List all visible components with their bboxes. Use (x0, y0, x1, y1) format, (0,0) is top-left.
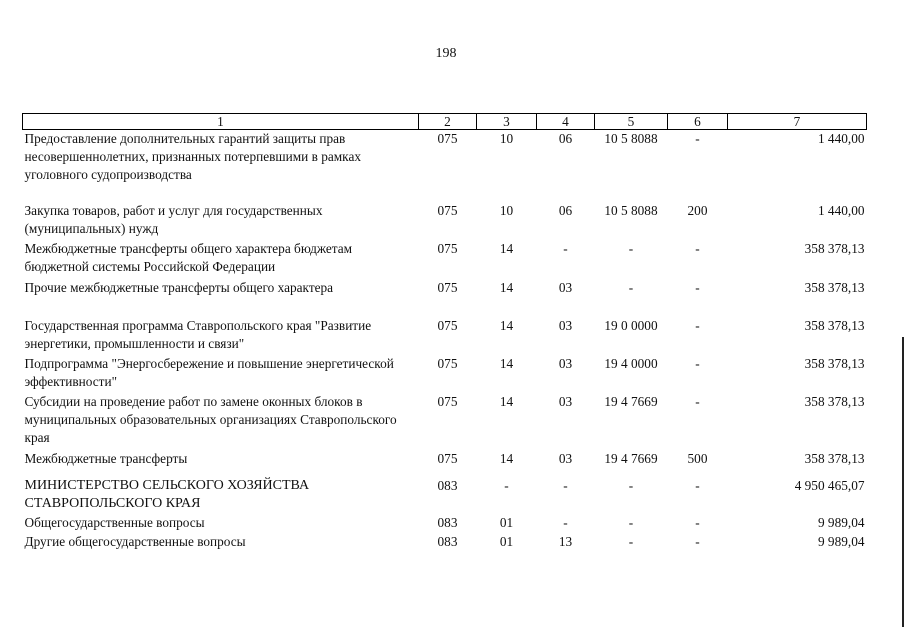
row-code-6: - (695, 355, 700, 371)
row-code-6: - (695, 279, 700, 295)
row-amount: 9 989,04 (817, 533, 865, 549)
table-row (23, 317, 867, 355)
row-code-5: - (628, 279, 634, 295)
table-row (23, 450, 867, 477)
row-code-2: 075 (437, 355, 458, 371)
row-code-6: - (695, 317, 700, 333)
row-code-4: 03 (558, 279, 573, 295)
table-row (23, 533, 867, 552)
row-amount: 358 378,13 (804, 355, 865, 371)
row-code-2: 075 (437, 450, 458, 466)
row-amount: 358 378,13 (804, 317, 865, 333)
row-code-3: 14 (499, 240, 514, 256)
header-cell: 5 (595, 114, 668, 130)
header-cell: 7 (728, 114, 867, 130)
row-amount: 1 440,00 (817, 131, 865, 146)
row-amount: 358 378,13 (804, 240, 865, 256)
row-code-2: 075 (437, 240, 458, 256)
row-code-3: 01 (499, 514, 514, 530)
row-code-2: 075 (437, 202, 458, 218)
table-row (23, 130, 867, 202)
row-code-3: 10 (499, 202, 514, 218)
row-code-6: - (695, 533, 700, 549)
scan-margin-line (902, 337, 904, 627)
row-name: Субсидии на проведение работ по замене оконных блоков в муниципальных образовательных организациях Ставропольского края (24, 393, 397, 445)
page-number: 198 (435, 46, 457, 61)
row-code-3: 01 (499, 533, 514, 549)
row-name: Государственная программа Ставропольского края "Развитие энергетики, промышленности и связи" (24, 317, 372, 351)
header-cell: 1 (23, 114, 419, 130)
row-code-6: - (695, 477, 700, 493)
row-code-6: - (695, 514, 700, 530)
row-code-2: 083 (437, 533, 458, 549)
row-amount: 358 378,13 (804, 450, 865, 466)
row-name: Другие общегосударственные вопросы (24, 533, 246, 549)
row-code-5: - (628, 533, 634, 549)
table-row (23, 240, 867, 279)
header-cell: 4 (537, 114, 595, 130)
row-code-5: 19 0 0000 (604, 317, 658, 333)
row-code-5: 19 4 0000 (604, 355, 658, 371)
row-code-2: 083 (437, 514, 458, 530)
row-amount: 4 950 465,07 (794, 477, 865, 493)
row-code-3: 14 (499, 279, 514, 295)
row-code-3: 14 (499, 393, 514, 409)
row-code-6: 500 (687, 450, 708, 466)
row-code-3: 14 (499, 317, 514, 333)
row-code-4: 03 (558, 355, 573, 371)
budget-table (22, 113, 867, 552)
row-amount: 1 440,00 (817, 202, 865, 218)
row-code-4: - (563, 514, 568, 530)
row-code-2: 075 (437, 317, 458, 333)
row-name: Подпрограмма "Энергосбережение и повышение энергетической эффективности" (24, 355, 394, 389)
table-row (23, 514, 867, 533)
row-code-2: 075 (437, 393, 458, 409)
row-code-5: 19 4 7669 (604, 393, 658, 409)
row-name: Общегосударственные вопросы (24, 514, 205, 530)
row-code-6: - (695, 240, 700, 256)
header-cell: 3 (477, 114, 537, 130)
row-amount: 358 378,13 (804, 279, 865, 295)
row-code-4: 06 (558, 202, 573, 218)
row-code-5: 10 5 8088 (604, 131, 658, 146)
row-code-4: 03 (558, 450, 573, 466)
row-code-4: 03 (558, 393, 573, 409)
row-code-2: 075 (437, 279, 458, 295)
table-row (23, 393, 867, 450)
row-code-3: 10 (499, 131, 514, 146)
row-code-5: - (628, 477, 634, 493)
header-cell: 2 (419, 114, 477, 130)
row-code-2: 083 (437, 477, 458, 493)
row-code-5: - (628, 514, 634, 530)
row-name: Предоставление дополнительных гарантий защиты прав несовершеннолетних, признанных потерпевшими в рамках уголовного судопроизводства (24, 131, 361, 182)
row-amount: 358 378,13 (804, 393, 865, 409)
row-code-4: 13 (558, 533, 573, 549)
row-code-5: 10 5 8088 (604, 202, 658, 218)
row-amount: 9 989,04 (817, 514, 865, 530)
row-code-4: - (563, 477, 568, 493)
table-row (23, 279, 867, 317)
row-code-3: - (504, 477, 509, 493)
row-code-6: - (695, 393, 700, 409)
table-row (23, 355, 867, 393)
header-cell: 6 (668, 114, 728, 130)
row-code-6: 200 (687, 202, 708, 218)
row-code-4: 06 (558, 131, 573, 146)
table-row (23, 202, 867, 240)
header-row (23, 114, 867, 130)
row-code-3: 14 (499, 355, 514, 371)
row-code-5: - (628, 240, 634, 256)
row-code-4: 03 (558, 317, 573, 333)
row-code-5: 19 4 7669 (604, 450, 658, 466)
row-code-6: - (695, 131, 700, 146)
row-code-3: 14 (499, 450, 514, 466)
row-code-4: - (563, 240, 568, 256)
row-code-2: 075 (437, 131, 458, 146)
row-name: МИНИСТЕРСТВО СЕЛЬСКОГО ХОЗЯЙСТВА СТАВРОПОЛЬСКОГО КРАЯ (24, 477, 310, 511)
row-name: Межбюджетные трансферты общего характера бюджетам бюджетной системы Российской Федерации (24, 240, 353, 274)
row-name: Межбюджетные трансферты (24, 450, 188, 466)
table-row (23, 477, 867, 514)
row-name: Прочие межбюджетные трансферты общего характера (24, 279, 334, 295)
row-name: Закупка товаров, работ и услуг для государственных (муниципальных) нужд (24, 202, 323, 236)
